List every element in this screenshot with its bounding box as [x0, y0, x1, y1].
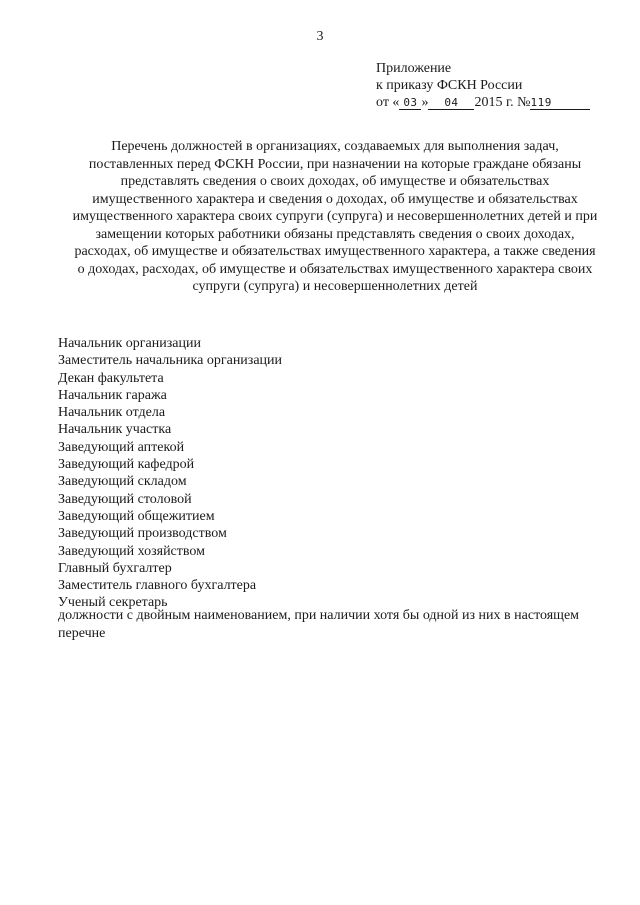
list-item: Заведующий аптекой	[58, 439, 185, 455]
list-item: Начальник гаража	[58, 387, 167, 403]
heading-line: имущественного характера и сведения о доходах, об имуществе и обязательствах	[92, 191, 578, 207]
list-item: Заведующий складом	[58, 474, 187, 490]
list-item: Начальник отдела	[58, 405, 166, 421]
date-year-part: 2015 г. №	[474, 95, 531, 110]
page-number: 3	[316, 29, 324, 44]
list-item: Заведующий кафедрой	[58, 457, 195, 473]
note-line: перечне	[58, 625, 106, 641]
list-item: Заместитель начальника организации	[58, 353, 283, 369]
list-item: Начальник организации	[58, 336, 201, 351]
appendix-date-line	[376, 94, 626, 111]
appendix-title: Приложение	[376, 61, 452, 76]
list-item: Ученый секретарь	[58, 595, 168, 611]
heading-line: имущественного характера своих супруги (супруга) и несовершеннолетних детей и при	[72, 209, 598, 224]
heading-line: представлять сведения о своих доходах, об имуществе и обязательствах	[120, 174, 550, 189]
date-prefix: от «	[376, 95, 400, 110]
list-item: Заместитель главного бухгалтера	[58, 578, 257, 594]
date-separator: »	[421, 95, 429, 110]
list-item: Заведующий столовой	[58, 491, 192, 507]
list-item: Декан факультета	[58, 370, 164, 386]
date-day: 03	[399, 96, 421, 110]
date-month: 04	[428, 96, 474, 110]
positions-list	[58, 335, 618, 612]
double-title-note	[58, 607, 618, 642]
list-item: Начальник участка	[58, 422, 172, 438]
heading-line: поставленных перед ФСКН России, при назначении на которые граждане обязаны	[88, 156, 582, 172]
list-item: Заведующий хозяйством	[58, 543, 205, 559]
list-item: Заведующий общежитием	[58, 508, 215, 524]
heading-line: супруги (супруга) и несовершеннолетних детей	[192, 279, 478, 294]
document-heading	[58, 138, 612, 296]
appendix-block	[376, 60, 626, 111]
appendix-order-ref: к приказу ФСКН России	[376, 78, 523, 93]
heading-line: о доходах, расходах, об имуществе и обязательствах имущественного характера своих	[77, 261, 593, 277]
list-item: Заведующий производством	[58, 526, 227, 542]
order-number: 119	[530, 96, 590, 110]
heading-line: замещении которых работники обязаны представлять сведения о своих доходах,	[95, 226, 575, 242]
list-item: Главный бухгалтер	[58, 560, 172, 576]
heading-line: Перечень должностей в организациях, создаваемых для выполнения задач,	[111, 139, 559, 154]
note-line: должности с двойным наименованием, при наличии хотя бы одной из них в настоящем	[58, 608, 580, 623]
heading-line: расходах, об имуществе и обязательствах имущественного характера, а также сведения	[74, 244, 596, 259]
